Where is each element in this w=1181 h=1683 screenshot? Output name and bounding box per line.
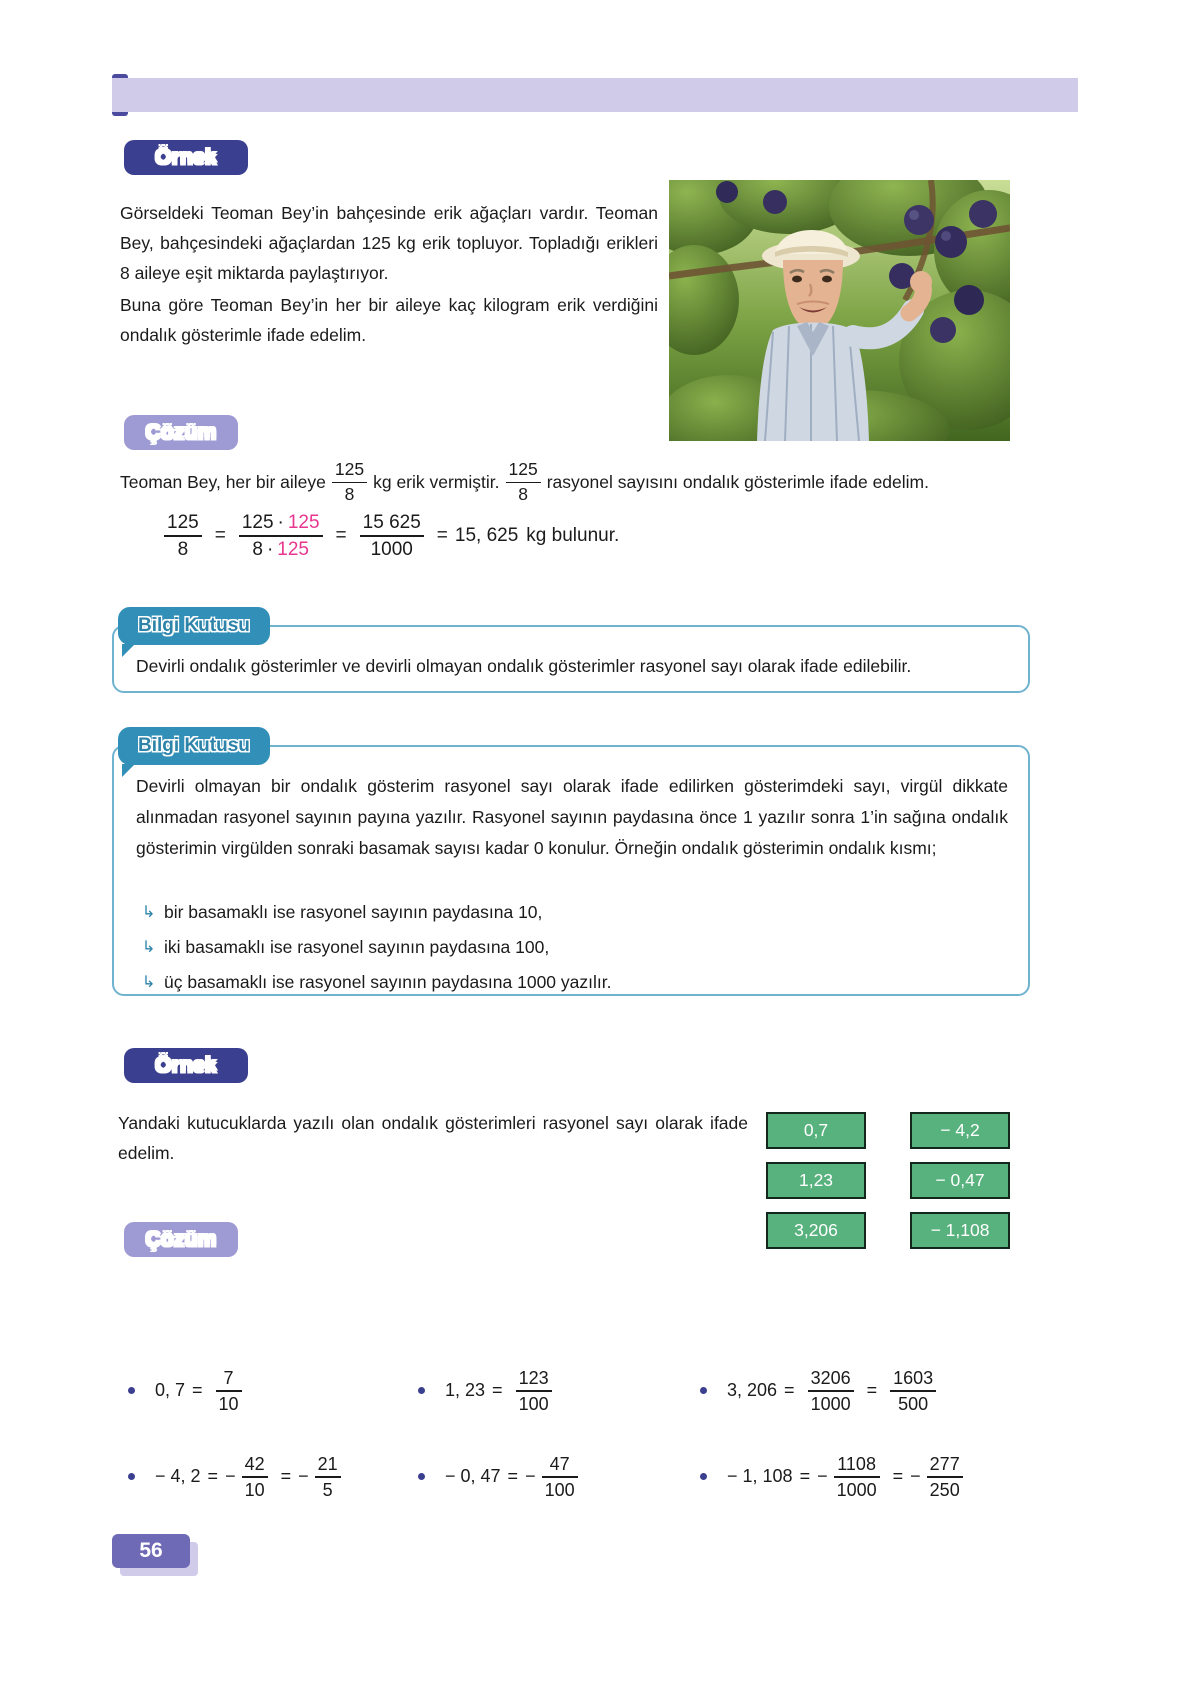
- equation-fraction-3: [360, 512, 424, 560]
- bullet-dot-icon: [128, 1473, 135, 1480]
- fraction-bar: [834, 1476, 880, 1478]
- negative-sign-2: −: [910, 1466, 921, 1487]
- solution2-equation-4: [128, 1454, 347, 1500]
- equals-sign: =: [799, 1466, 811, 1487]
- fraction-numerator: 1603: [893, 1368, 934, 1388]
- fraction-denominator: 1000: [836, 1479, 877, 1500]
- equals-sign-2: =: [866, 1380, 878, 1401]
- equals-sign: =: [507, 1466, 519, 1487]
- decimal-value: − 0, 47: [445, 1466, 501, 1487]
- fraction-denominator: 8: [177, 538, 189, 560]
- section-label-cozum-2: [124, 1222, 238, 1257]
- solution1-equation: [158, 512, 619, 560]
- list-item-label: iki basamaklı ise rasyonel sayının paydasına 100,: [164, 937, 550, 957]
- info-box-1: [112, 615, 1030, 693]
- decimal-chip: − 1,108: [910, 1212, 1010, 1249]
- fraction-bar: [516, 1390, 552, 1392]
- fraction-denominator: 100: [544, 1479, 575, 1500]
- fraction-numerator: 42: [244, 1454, 265, 1474]
- fraction-bar: [164, 535, 202, 537]
- arrow-bullet-icon: ↳: [142, 974, 156, 991]
- result-fraction: [242, 1454, 268, 1500]
- negative-sign: −: [817, 1466, 828, 1487]
- info-box-title-text: Bilgi Kutusu: [138, 735, 250, 756]
- solution1-text-after: rasyonel sayısını ondalık gösterimle ifade edelim.: [546, 471, 929, 492]
- multiplication-dot: ·: [277, 512, 284, 533]
- solution1-text-before: Teoman Bey, her bir aileye: [120, 471, 326, 492]
- info-box-1-title-tab: [118, 607, 270, 645]
- equals-sign-3: =: [436, 525, 448, 547]
- solution1-text-middle: kg erik vermiştir.: [373, 471, 500, 492]
- page-number-block: [112, 1534, 198, 1576]
- result-fraction: [542, 1454, 578, 1500]
- num-factor-b: 125: [287, 512, 320, 533]
- arrow-bullet-icon: ↳: [142, 904, 156, 921]
- equals-sign-2: =: [892, 1466, 904, 1487]
- decimal-value: − 4, 2: [155, 1466, 201, 1487]
- fraction-denominator: 1000: [810, 1393, 851, 1414]
- equals-sign-1: =: [214, 525, 226, 547]
- simplified-fraction: [315, 1454, 341, 1500]
- fraction-numerator: 277: [929, 1454, 960, 1474]
- equals-sign-2: =: [280, 1466, 292, 1487]
- decimal-chip: 3,206: [766, 1212, 866, 1249]
- bullet-dot-icon: [418, 1387, 425, 1394]
- decimal-chip-grid: [766, 1112, 1010, 1249]
- negative-sign: −: [525, 1466, 536, 1487]
- fraction-numerator: 1108: [837, 1454, 876, 1474]
- decimal-chip: 0,7: [766, 1112, 866, 1149]
- solution2-equation-1: [128, 1368, 248, 1414]
- fraction-denominator: 100: [518, 1393, 549, 1414]
- list-item-label: üç basamaklı ise rasyonel sayının paydasına 1000 yazılır.: [164, 972, 612, 992]
- equals-sign: =: [492, 1380, 503, 1401]
- equation-result-unit: kg bulunur.: [526, 525, 620, 547]
- info-box-2-bullet-list: [142, 897, 1008, 1002]
- bullet-dot-icon: [700, 1473, 707, 1480]
- fraction-bar: [890, 1390, 936, 1392]
- example1-paragraph-2: Buna göre Teoman Bey’in her bir aileye kaç kilogram erik verdiğini ondalık gösterimle ifade edelim.: [120, 294, 658, 345]
- bullet-dot-icon: [700, 1387, 707, 1394]
- result-fraction: [834, 1454, 880, 1500]
- result-fraction: [808, 1368, 854, 1414]
- equals-sign-2: =: [335, 525, 347, 547]
- decimal-value: 1, 23: [445, 1380, 486, 1401]
- section-label-ornek-1: [124, 140, 248, 175]
- decimal-chip: − 4,2: [910, 1112, 1010, 1149]
- result-fraction: [516, 1368, 552, 1414]
- fraction-denominator: 500: [898, 1393, 929, 1414]
- list-item: [142, 932, 1008, 963]
- fraction-bar: [542, 1476, 578, 1478]
- info-box-2-body: Devirli olmayan bir ondalık gösterim rasyonel sayı olarak ifade edilirken gösterimdeki sayı, virgül dikkate alınmadan rasyonel sayının payına yazılır. Rasyonel sayının paydasına önce 1 yazılır sonra 1’in sağına ondalık gösterimin virgülden sonraki basamak sayısı kadar 0 konulur. Örneğin ondalık gösterimin ondalık kısmı;: [136, 776, 1008, 858]
- equals-sign: =: [207, 1466, 219, 1487]
- fraction-bar: [315, 1476, 341, 1478]
- section-label-ornek-2: [124, 1048, 248, 1083]
- solution1-fraction-2: [506, 460, 541, 505]
- equation-result: 15, 625: [454, 525, 519, 547]
- fraction-denominator: 5: [322, 1479, 333, 1500]
- fraction-bar: [927, 1476, 963, 1478]
- fraction-denominator: 10: [218, 1393, 239, 1414]
- fraction-numerator: 47: [549, 1454, 570, 1474]
- fraction-denominator: 1000: [370, 538, 413, 560]
- fraction-numerator: 125: [167, 512, 199, 533]
- list-item: [142, 967, 1008, 998]
- example1-paragraph-1: Görseldeki Teoman Bey’in bahçesinde erik ağaçları vardır. Teoman Bey, bahçesindeki ağaçlardan 125 kg erik topluyor. Topladığı erikleri 8 aileye eşit miktarda paylaştırıyor.: [120, 202, 658, 283]
- info-box-1-body: Devirli ondalık gösterimler ve devirli olmayan ondalık gösterimler rasyonel sayı olarak ifade edilebilir.: [136, 656, 912, 676]
- section-label-cozum-1: [124, 415, 238, 450]
- equals-sign: =: [784, 1380, 795, 1401]
- decimal-value: − 1, 108: [727, 1466, 793, 1487]
- fraction-denominator: 250: [929, 1479, 960, 1500]
- equation-fraction-1: [164, 512, 202, 560]
- fraction-numerator: 125: [334, 459, 365, 479]
- num-factor-a: 125: [241, 512, 274, 533]
- solution2-equation-6: [700, 1454, 969, 1500]
- arrow-bullet-icon: ↳: [142, 939, 156, 956]
- fraction-bar: [506, 482, 541, 484]
- fraction-bar: [360, 535, 424, 537]
- example2-paragraph: Yandaki kutucuklarda yazılı olan ondalık gösterimleri rasyonel sayı olarak ifade edelim.: [118, 1112, 748, 1163]
- section-label-text: Çözüm: [145, 1227, 217, 1251]
- equation-fraction-2: [239, 512, 323, 560]
- fraction-denominator: 8: [518, 484, 528, 505]
- decimal-chip: 1,23: [766, 1162, 866, 1199]
- den-factor-a: 8: [252, 538, 263, 560]
- plum-orchard-photo: [669, 180, 1010, 441]
- multiplication-dot: ·: [266, 538, 274, 560]
- fraction-bar: [332, 482, 367, 484]
- section-label-text: Örnek: [155, 1053, 217, 1077]
- page-number: 56: [112, 1534, 190, 1568]
- solution1-fraction-1: [332, 460, 367, 505]
- info-box-2: [112, 735, 1030, 996]
- result-fraction: [216, 1368, 242, 1414]
- negative-sign-2: −: [298, 1466, 309, 1487]
- solution2-equation-5: [418, 1454, 584, 1500]
- info-box-title-text: Bilgi Kutusu: [138, 615, 250, 636]
- list-item-label: bir basamaklı ise rasyonel sayının paydasına 10,: [164, 902, 543, 922]
- decimal-value: 0, 7: [155, 1380, 186, 1401]
- den-factor-b: 125: [277, 538, 309, 560]
- fraction-bar: [242, 1476, 268, 1478]
- bullet-dot-icon: [128, 1387, 135, 1394]
- fraction-numerator: 125: [508, 459, 538, 479]
- fraction-bar: [808, 1390, 854, 1392]
- bullet-dot-icon: [418, 1473, 425, 1480]
- fraction-bar: [239, 535, 323, 537]
- fraction-numerator: 3206: [810, 1368, 851, 1388]
- negative-sign: −: [225, 1466, 236, 1487]
- fraction-numerator: 15 625: [362, 512, 421, 533]
- section-label-text: Çözüm: [145, 420, 217, 444]
- simplified-fraction: [927, 1454, 963, 1500]
- fraction-numerator: 123: [518, 1368, 549, 1388]
- fraction-bar: [216, 1390, 242, 1392]
- fraction-denominator: 10: [244, 1479, 265, 1500]
- fraction-numerator: 7: [223, 1368, 234, 1388]
- fraction-numerator: [239, 512, 323, 533]
- fraction-numerator: 21: [317, 1454, 338, 1474]
- solution1-sentence: [120, 460, 1050, 505]
- fraction-denominator: 8: [344, 484, 355, 505]
- solution2-equation-2: [418, 1368, 558, 1414]
- solution2-equation-3: [700, 1368, 942, 1414]
- decimal-chip: − 0,47: [910, 1162, 1010, 1199]
- list-item: [142, 897, 1008, 928]
- simplified-fraction: [890, 1368, 936, 1414]
- info-box-2-title-tab: [118, 727, 270, 765]
- decimal-value: 3, 206: [727, 1380, 778, 1401]
- section-label-text: Örnek: [155, 145, 217, 169]
- equals-sign: =: [192, 1380, 203, 1401]
- fraction-denominator: [249, 539, 312, 560]
- header-band: [112, 78, 1078, 112]
